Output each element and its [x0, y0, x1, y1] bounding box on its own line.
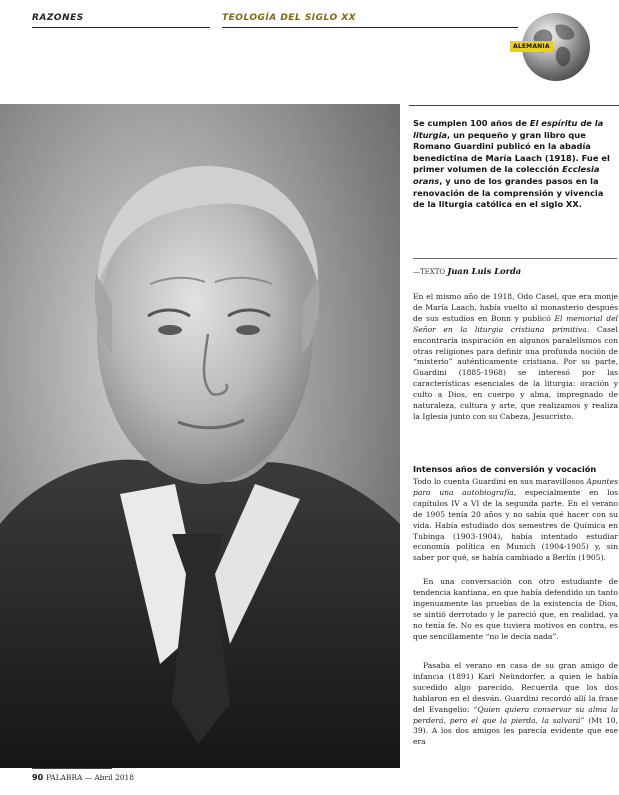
page-footer [32, 773, 134, 782]
lead-text-2: , un pequeño y gran libro que Romano Guardini publicó en la abadía benedictina de María Laach (1918). Fue el primer volumen de la colección [413, 129, 610, 175]
p4-text-b: (Mt 10, 39). A los dos amigos les parecía evidente que ese era [413, 715, 618, 747]
page-number: 90 [32, 773, 44, 782]
p1-title: El memorial del Señor en la liturgia cristiana primitiva [413, 313, 618, 334]
credit-rule [413, 258, 617, 259]
p1-text-b: . Casel encontraría inspiración en algunos paralelismos con otras religiones para definir una profunda noción de “misterio” auténticamente cristiana. Por su parte, Guardini (1885-1968) se interesó por las características esenciales de la liturgia: oración y culto a Dios, en cuerpo y alma, impregnado de naturaleza, cultura y arte, que realizamos y realiza la Iglesia junto con su Cabeza, Jesucristo. [413, 324, 618, 421]
region-badge: ALEMANIA [510, 41, 553, 52]
p2-text-b: , especialmente en los capítulos IV a VI de la segunda parte. En el verano de 1905 tenía 20 años y no sabía qué hacer con su vida. Había estudiado dos semestres de Química en Tubinga (1903-1904), había intentado estudiar economía política en Munich (1904-1905) y, sin saber por qué, se había cambiado a Berlín (1905). [413, 487, 618, 563]
footer-rule [32, 768, 112, 769]
p4-quote: “Quien quiera conservar su alma la perderá, pero el que la pierda, la salvará” [413, 704, 618, 725]
byline-label: —TEXTO [413, 268, 446, 276]
p1-text-a: En el mismo año de 1918, Odo Casel, que era monje de María Laach, había vuelto al monasterio después de sus estudios en Bonn y publicó [413, 292, 618, 323]
header-rule-middle [222, 27, 518, 28]
p2-text-a: Todo lo cuenta Guardini en sus maravillosos [413, 477, 587, 486]
byline [413, 266, 521, 276]
header-rule-left [32, 27, 210, 28]
lead-paragraph [413, 118, 617, 211]
article-paragraph-1 [413, 292, 618, 423]
column-top-rule [409, 105, 619, 106]
article-paragraph-4 [413, 661, 618, 748]
portrait-illustration [0, 104, 400, 768]
lead-book-title: El espíritu de la liturgia [413, 118, 604, 140]
rubric-label: TEOLOGÍA DEL SIGLO XX [222, 13, 357, 23]
portrait-photo [0, 104, 400, 768]
author-name: Juan Luis Lorda [447, 266, 522, 276]
p2-title: Apuntes para una autobiografía [413, 477, 618, 497]
article-paragraph-2 [413, 477, 618, 564]
lead-text-1: Se cumplen 100 años de [413, 118, 530, 128]
p4-text-a: Pasaba el verano en casa de su gran amigo de infancia (1891) Karl Neündorfer, a quien le había sucedido algo parecido. Recuerda que los dos hablaron en el desván. Guardini recordó allí la frase del Evangelio: [413, 661, 618, 714]
section-label: RAZONES [32, 13, 84, 23]
publication-info: PALABRA — Abril 2018 [46, 773, 134, 782]
lead-collection: Ecclesia orans [413, 164, 600, 186]
article-paragraph-3: En una conversación con otro estudiante de tendencia kantiana, en que había defendido un tanto ingenuamente las pruebas de la existencia de Dios, se sintió derrotado y le pareció que, en realidad, ya no tenía fe. No es que tuviera motivos en contra, es que sencillamente “no le decía nada”. [413, 577, 618, 641]
article-subhead: Intensos años de conversión y vocación [413, 464, 597, 474]
lead-text-3: , y uno de los grandes pasos en la renovación de la comprensión y vivencia de la liturgia católica en el siglo XX. [413, 175, 604, 210]
